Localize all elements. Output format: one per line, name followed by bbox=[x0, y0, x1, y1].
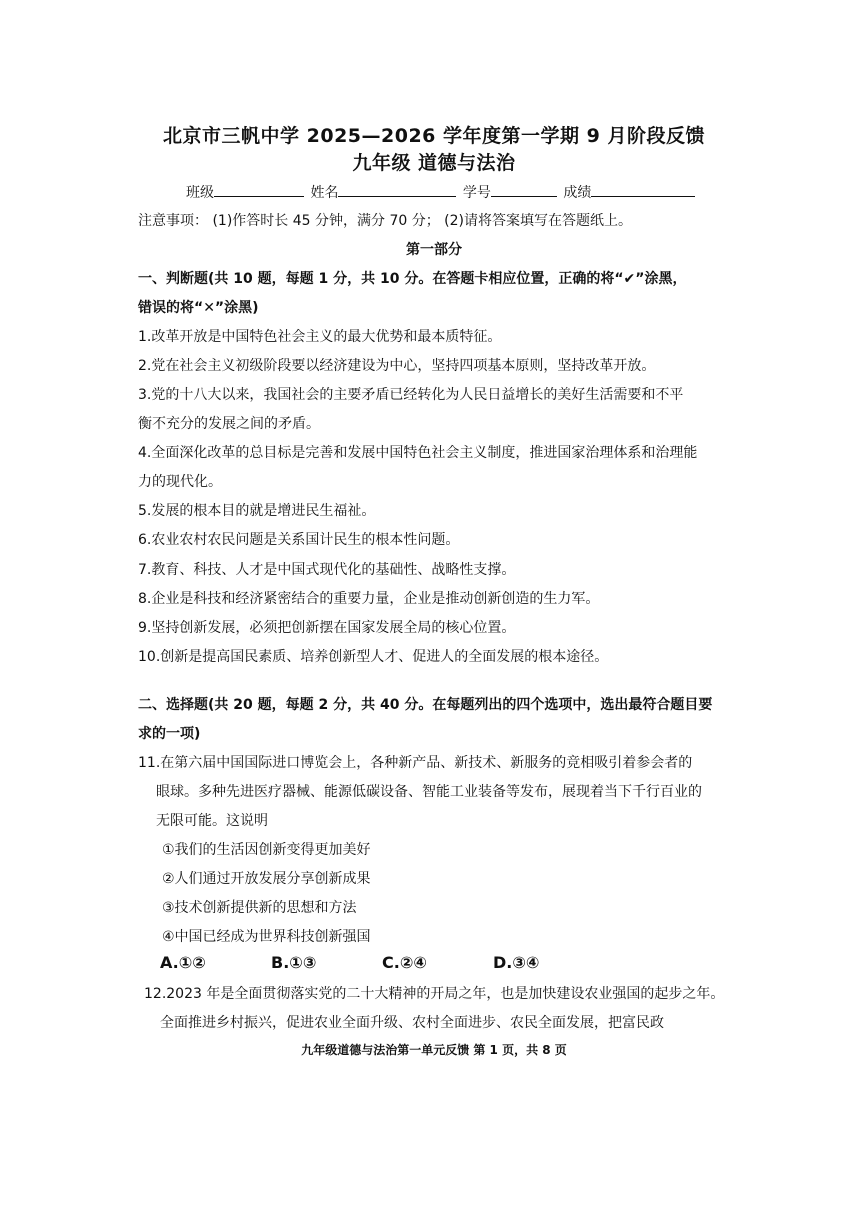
statement-option: ③技术创新提供新的思想和方法 bbox=[162, 900, 357, 916]
notice: 注意事项： (1)作答时长 45 分钟，满分 70 分； (2)请将答案填写在答题纸上。 bbox=[138, 213, 632, 229]
question-11-stem-cont: 无限可能。这说明 bbox=[156, 813, 268, 829]
question-11-stem-cont: 眼球。多种先进医疗器械、能源低碳设备、智能工业装备等发布，展现着当下千行百业的 bbox=[156, 784, 702, 800]
question-line: 9.坚持创新发展，必须把创新摆在国家发展全局的核心位置。 bbox=[138, 620, 516, 636]
question-line: 8.企业是科技和经济紧密结合的重要力量，企业是推动创新创造的生力军。 bbox=[138, 591, 600, 607]
question-line: 5.发展的根本目的就是增进民生福祉。 bbox=[138, 503, 376, 519]
choice-b: B.①③ bbox=[271, 953, 317, 972]
question-11-stem: 11.在第六届中国国际进口博览会上，各种新产品、新技术、新服务的竞相吸引着参会者的 bbox=[138, 755, 693, 771]
question-line: 2.党在社会主义初级阶段要以经济建设为中心，坚持四项基本原则，坚持改革开放。 bbox=[138, 358, 656, 374]
question-line: 4.全面深化改革的总目标是完善和发展中国特色社会主义制度，推进国家治理体系和治理能 bbox=[138, 445, 698, 461]
answer-choices bbox=[160, 953, 604, 972]
section1-heading-cont: 错误的将“✕”涂黑) bbox=[138, 300, 259, 316]
choice-c: C.②④ bbox=[382, 953, 427, 972]
exam-subtitle: 九年级 道德与法治 bbox=[352, 152, 516, 174]
question-line: 3.党的十八大以来，我国社会的主要矛盾已经转化为人民日益增长的美好生活需要和不平 bbox=[138, 387, 684, 403]
choice-a: A.①② bbox=[160, 953, 206, 972]
score-blank bbox=[591, 182, 695, 197]
question-line: 10.创新是提高国民素质、培养创新型人才、促进人的全面发展的根本途径。 bbox=[138, 649, 609, 665]
student-number-label: 学号 bbox=[462, 185, 491, 201]
question-line: 衡不充分的发展之间的矛盾。 bbox=[138, 416, 320, 432]
name-blank bbox=[338, 182, 456, 197]
question-line: 力的现代化。 bbox=[138, 474, 222, 490]
student-info-row bbox=[186, 182, 697, 202]
statement-option: ④中国已经成为世界科技创新强国 bbox=[162, 929, 371, 945]
statement-option: ①我们的生活因创新变得更加美好 bbox=[162, 842, 371, 858]
choice-d: D.③④ bbox=[493, 953, 540, 972]
section2-heading-cont: 求的一项) bbox=[138, 726, 201, 742]
question-12-stem-cont: 全面推进乡村振兴，促进农业全面升级、农村全面进步、农民全面发展，把富民政 bbox=[160, 1015, 664, 1031]
section2-heading: 二、选择题(共 20 题，每题 2 分，共 40 分。在每题列出的四个选项中，选出最符合题目要 bbox=[138, 697, 713, 713]
question-line: 6.农业农村农民问题是关系国计民生的根本性问题。 bbox=[138, 532, 460, 548]
name-label: 姓名 bbox=[310, 185, 339, 201]
score-label: 成绩 bbox=[563, 185, 592, 201]
page-footer: 九年级道德与法治第一单元反馈 第 1 页，共 8 页 bbox=[301, 1043, 567, 1057]
question-12-stem: 12.2023 年是全面贯彻落实党的二十大精神的开局之年，也是加快建设农业强国的起步之年。 bbox=[144, 986, 725, 1002]
statement-option: ②人们通过开放发展分享创新成果 bbox=[162, 871, 371, 887]
student-number-blank bbox=[491, 182, 557, 197]
part-title: 第一部分 bbox=[406, 242, 462, 258]
section1-heading: 一、判断题(共 10 题，每题 1 分，共 10 分。在答题卡相应位置，正确的将“✔”涂黑， bbox=[138, 271, 687, 287]
question-line: 7.教育、科技、人才是中国式现代化的基础性、战略性支撑。 bbox=[138, 562, 516, 578]
class-blank bbox=[214, 182, 304, 197]
class-label: 班级 bbox=[186, 185, 214, 201]
exam-title: 北京市三帆中学 2025—2026 学年度第一学期 9 月阶段反馈 bbox=[163, 125, 705, 147]
question-line: 1.改革开放是中国特色社会主义的最大优势和最本质特征。 bbox=[138, 329, 502, 345]
